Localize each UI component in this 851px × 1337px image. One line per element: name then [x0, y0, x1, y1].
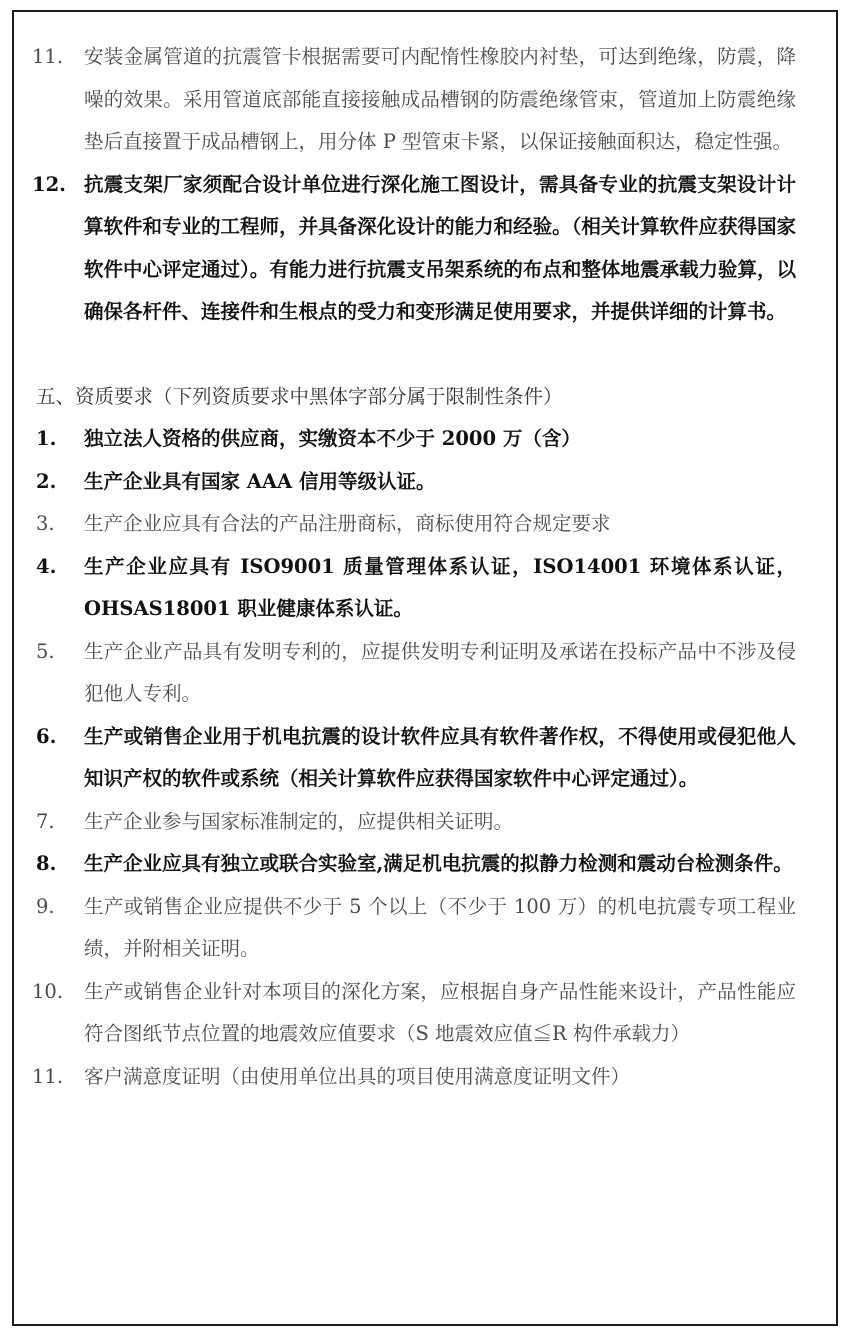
item-number: 11.: [32, 1064, 64, 1088]
item-number: 9.: [36, 894, 55, 918]
item-text: 生产或销售企业用于机电抗震的设计软件应具有软件著作权，不得使用或侵犯他人知识产权的软件或系统（相关计算软件应获得国家软件中心评定通过）。: [84, 724, 796, 790]
list-item: [36, 886, 796, 971]
list-item: [32, 1056, 796, 1099]
list-item: [36, 716, 796, 801]
document-body: [32, 36, 796, 1098]
list-item: [32, 164, 796, 334]
item-number: 10.: [32, 979, 64, 1003]
item-number: 11.: [32, 45, 64, 68]
item-number: 2.: [36, 469, 57, 493]
item-number: 8.: [36, 852, 57, 875]
section-title: 五、资质要求（下列资质要求中黑体字部分属于限制性条件）: [36, 384, 563, 408]
list-item: [32, 36, 796, 164]
list-item: [36, 418, 796, 461]
item-text: 生产或销售企业针对本项目的深化方案，应根据自身产品性能来设计，产品性能应符合图纸节点位置的地震效应值要求（S 地震效应值≦R 构件承载力）: [84, 979, 796, 1045]
item-text: 生产企业应具有独立或联合实验室,满足机电抗震的拟静力检测和震动台检测条件。: [84, 852, 793, 875]
item-text: 生产企业参与国家标准制定的，应提供相关证明。: [84, 809, 514, 833]
list-item: [36, 546, 796, 631]
item-text: 生产企业具有国家 AAA 信用等级认证。: [84, 469, 436, 493]
item-text: 抗震支架厂家须配合设计单位进行深化施工图设计，需具备专业的抗震支架设计计算软件和专业的工程师，并具备深化设计的能力和经验。（相关计算软件应获得国家软件中心评定通过）。有能力进行抗震支吊架系统的布点和整体地震承载力验算，以确保各杆件、连接件和生根点的受力和变形满足使用要求，并提供详细的计算书。: [84, 172, 796, 323]
item-text: 生产企业产品具有发明专利的，应提供发明专利证明及承诺在投标产品中不涉及侵犯他人专利。: [84, 639, 796, 705]
item-number: 4.: [36, 554, 57, 578]
item-text: 独立法人资格的供应商，实缴资本不少于 2000 万（含）: [84, 427, 581, 450]
list-item: [36, 843, 796, 886]
list-item: [36, 461, 796, 504]
item-number: 3.: [36, 512, 55, 535]
item-text: 安装金属管道的抗震管卡根据需要可内配惰性橡胶内衬垫，可达到绝缘，防震，降噪的效果。采用管道底部能直接接触成品槽钢的防震绝缘管束，管道加上防震绝缘垫后直接置于成品槽钢上，用分体 P 型管束卡紧，以保证接触面积达，稳定性强。: [84, 45, 796, 153]
item-text: 生产企业应具有 ISO9001 质量管理体系认证，ISO14001 环境体系认证，OHSAS18001 职业健康体系认证。: [84, 554, 796, 620]
item-number: 1.: [36, 427, 57, 450]
item-number: 12.: [32, 172, 66, 196]
item-text: 生产企业应具有合法的产品注册商标，商标使用符合规定要求: [84, 512, 611, 535]
list-item: [36, 801, 796, 844]
item-number: 5.: [36, 639, 55, 663]
item-text: 生产或销售企业应提供不少于 5 个以上（不少于 100 万）的机电抗震专项工程业绩，并附相关证明。: [84, 894, 796, 960]
list-item: [36, 503, 796, 546]
list-item: [32, 971, 796, 1056]
spacer: [36, 334, 796, 376]
item-number: 7.: [36, 809, 55, 833]
list-item: [36, 631, 796, 716]
item-number: 6.: [36, 724, 57, 748]
item-text: 客户满意度证明（由使用单位出具的项目使用满意度证明文件）: [84, 1064, 631, 1088]
